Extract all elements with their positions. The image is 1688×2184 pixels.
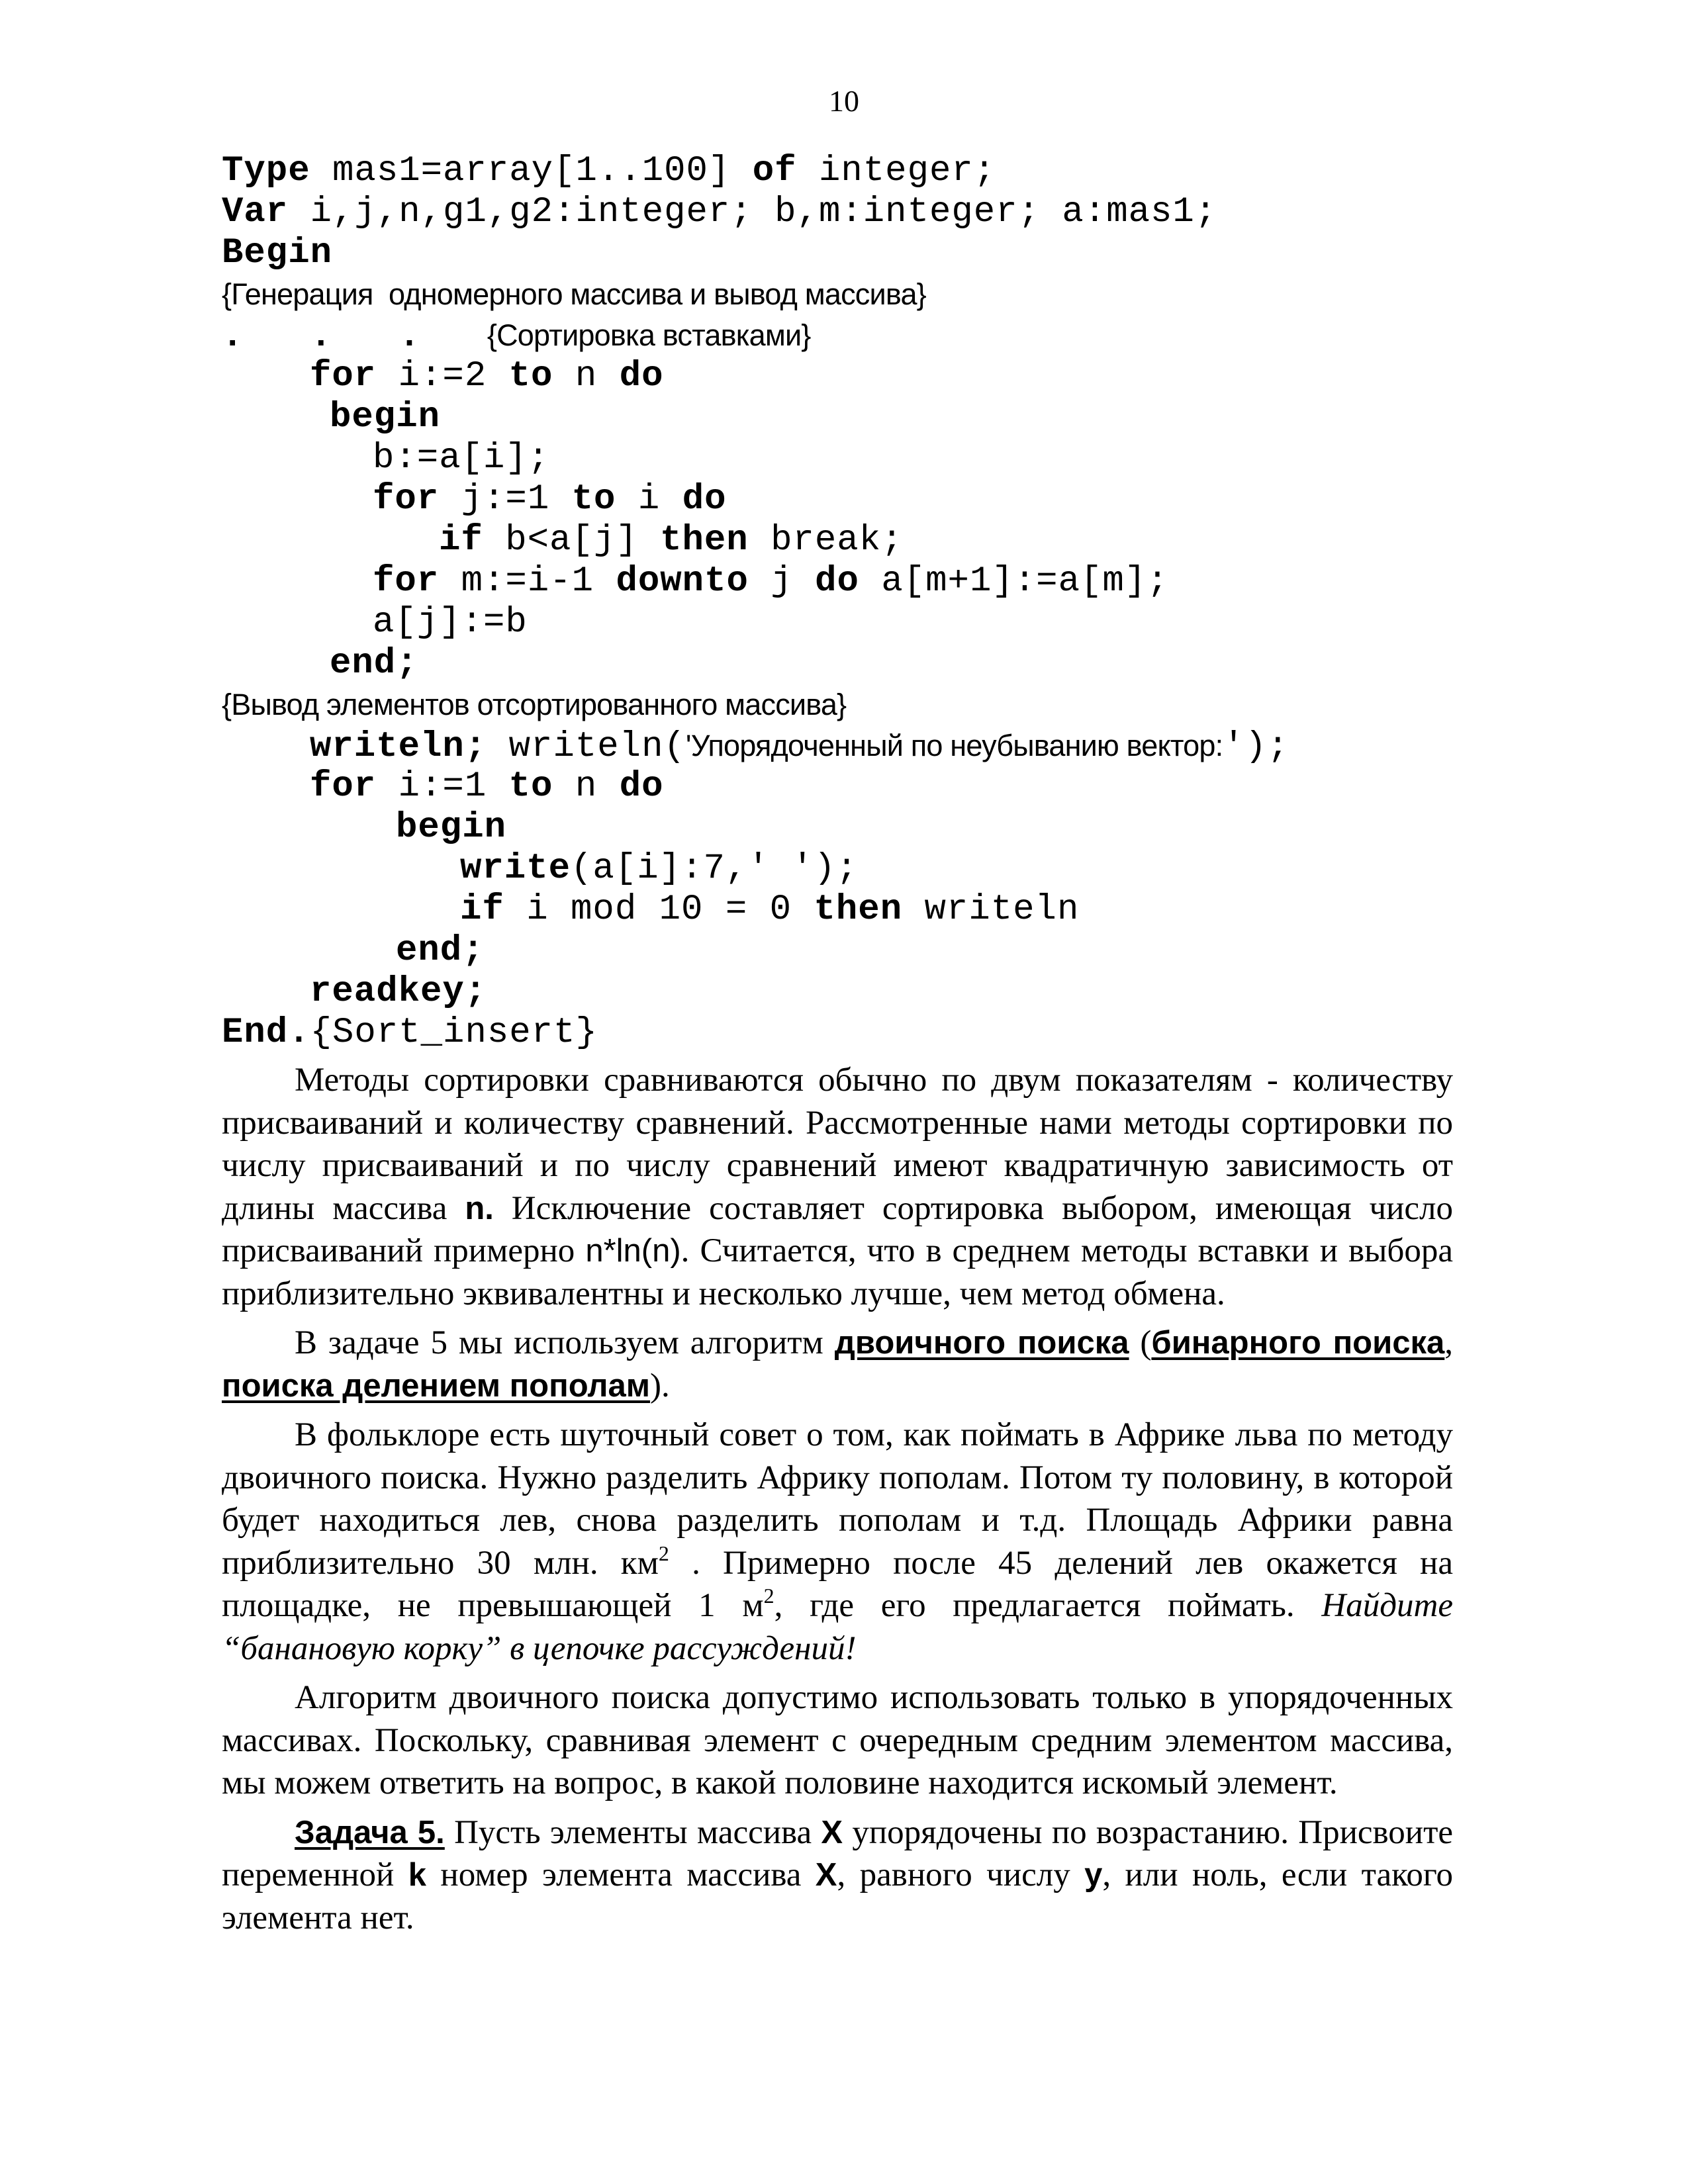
code-line-begin: Begin <box>222 233 333 273</box>
code-comment-generation: {Генерация одномерного массива и вывод массива} <box>222 277 926 311</box>
code-comment-insertion-sort: . . . {Сортировка вставками} <box>222 316 811 357</box>
var-y: y <box>1084 1857 1103 1893</box>
var-x: X <box>821 1814 843 1850</box>
code-line-assign-aj: a[j]:=b <box>373 602 528 643</box>
code-line-write: write(a[i]:7,' '); <box>460 848 859 889</box>
code-line-assign-b: b:=a[i]; <box>373 438 550 478</box>
paragraph-task-5: Задача 5. Пусть элементы массива X упорядочены по возрастанию. Присвоите переменной k номер элемента массива X, равного числу y, или ноль, если такого элемента нет. <box>222 1813 1454 1936</box>
formula-nlogn: n*ln(n) <box>585 1233 681 1269</box>
page-number: 10 <box>829 84 859 118</box>
paragraph-ordered-arrays: Алгоритм двоичного поиска допустимо использовать только в упорядоченных массивах. Поскольку, сравнивая элемент с очередным средним элементом массива, мы можем ответить на вопрос, в какой половине находится искомый элемент. <box>222 1679 1453 1801</box>
code-line-if-mod: if i mod 10 = 0 then writeln <box>460 889 1080 930</box>
paragraph-lion-joke: В фольклоре есть шуточный совет о том, как поймать в Африке льва по методу двоичного поиска. Нужно разделить Африку пополам. Потом ту половину, в которой будет находиться лев, снова разделить пополам и т.д. Площадь Африки равна приблизительно 30 млн. $км^2$ . Примерно после 45 делений лев окажется на площадке, не превышающей 1 $м^2$, где его предлагается поймать. Найдите “банановую корку” в цепочке рассуждений! <box>222 1416 1453 1667</box>
term-halving-search: поиска делением пополам <box>222 1367 651 1404</box>
term-bisection-search: бинарного поиска <box>1151 1325 1445 1361</box>
code-line-for-output: for i:=1 to n do <box>310 766 664 807</box>
var-k: k <box>408 1857 427 1893</box>
term-binary-search: двоичного поиска <box>834 1325 1129 1361</box>
code-line-type: Type mas1=array[1..100] of integer; <box>222 151 996 191</box>
var-x-second: X <box>815 1857 837 1893</box>
paragraph-sorting-methods: Методы сортировки сравниваются обычно по двум показателям - количеству присваиваний и количеству сравнений. Рассмотренные нами методы сортировки по числу присваиваний и по числу сравнений имеют квадратичную зависимость от длины массива n. Исключение составляет сортировка выбором, имеющая число присваиваний примерно n*ln(n). Считается, что в среднем методы вставки и выбора приблизительно эквивалентны и несколько лучше, чем метод обмена. <box>222 1062 1453 1312</box>
code-line-for-outer: for i:=2 to n do <box>310 356 664 396</box>
code-line-for-shift: for m:=i-1 downto j do a[m+1]:=a[m]; <box>373 561 1169 602</box>
code-comment-output: {Вывод элементов отсортированного массива} <box>222 688 847 721</box>
task-5-label: Задача 5. <box>295 1814 445 1850</box>
code-line-begin-inner: begin <box>330 397 441 437</box>
code-line-end-inner: end; <box>330 643 418 684</box>
code-line-end-program: End.{Sort_insert} <box>222 1013 598 1053</box>
code-line-for-j: for j:=1 to i do <box>373 479 727 520</box>
code-line-writeln: writeln; writeln('Упорядоченный по неубыванию вектор:'); <box>310 727 1289 767</box>
code-line-begin-output: begin <box>396 807 507 848</box>
code-line-var: Var i,j,n,g1,g2:integer; b,m:integer; a:mas1; <box>222 192 1217 232</box>
code-line-if-break: if b<a[j] then break; <box>439 520 904 561</box>
paragraph-binary-search-intro: В задаче 5 мы используем алгоритм двоичного поиска (бинарного поиска, поиска делением пополам). <box>222 1324 1454 1404</box>
code-line-end-output: end; <box>396 931 485 971</box>
prose-body <box>222 1059 1453 1946</box>
var-n: n. <box>465 1190 494 1226</box>
code-line-readkey: readkey; <box>310 972 487 1012</box>
riddle-italic: Найдите “банановую корку” в цепочке рассуждений! <box>222 1587 1453 1667</box>
